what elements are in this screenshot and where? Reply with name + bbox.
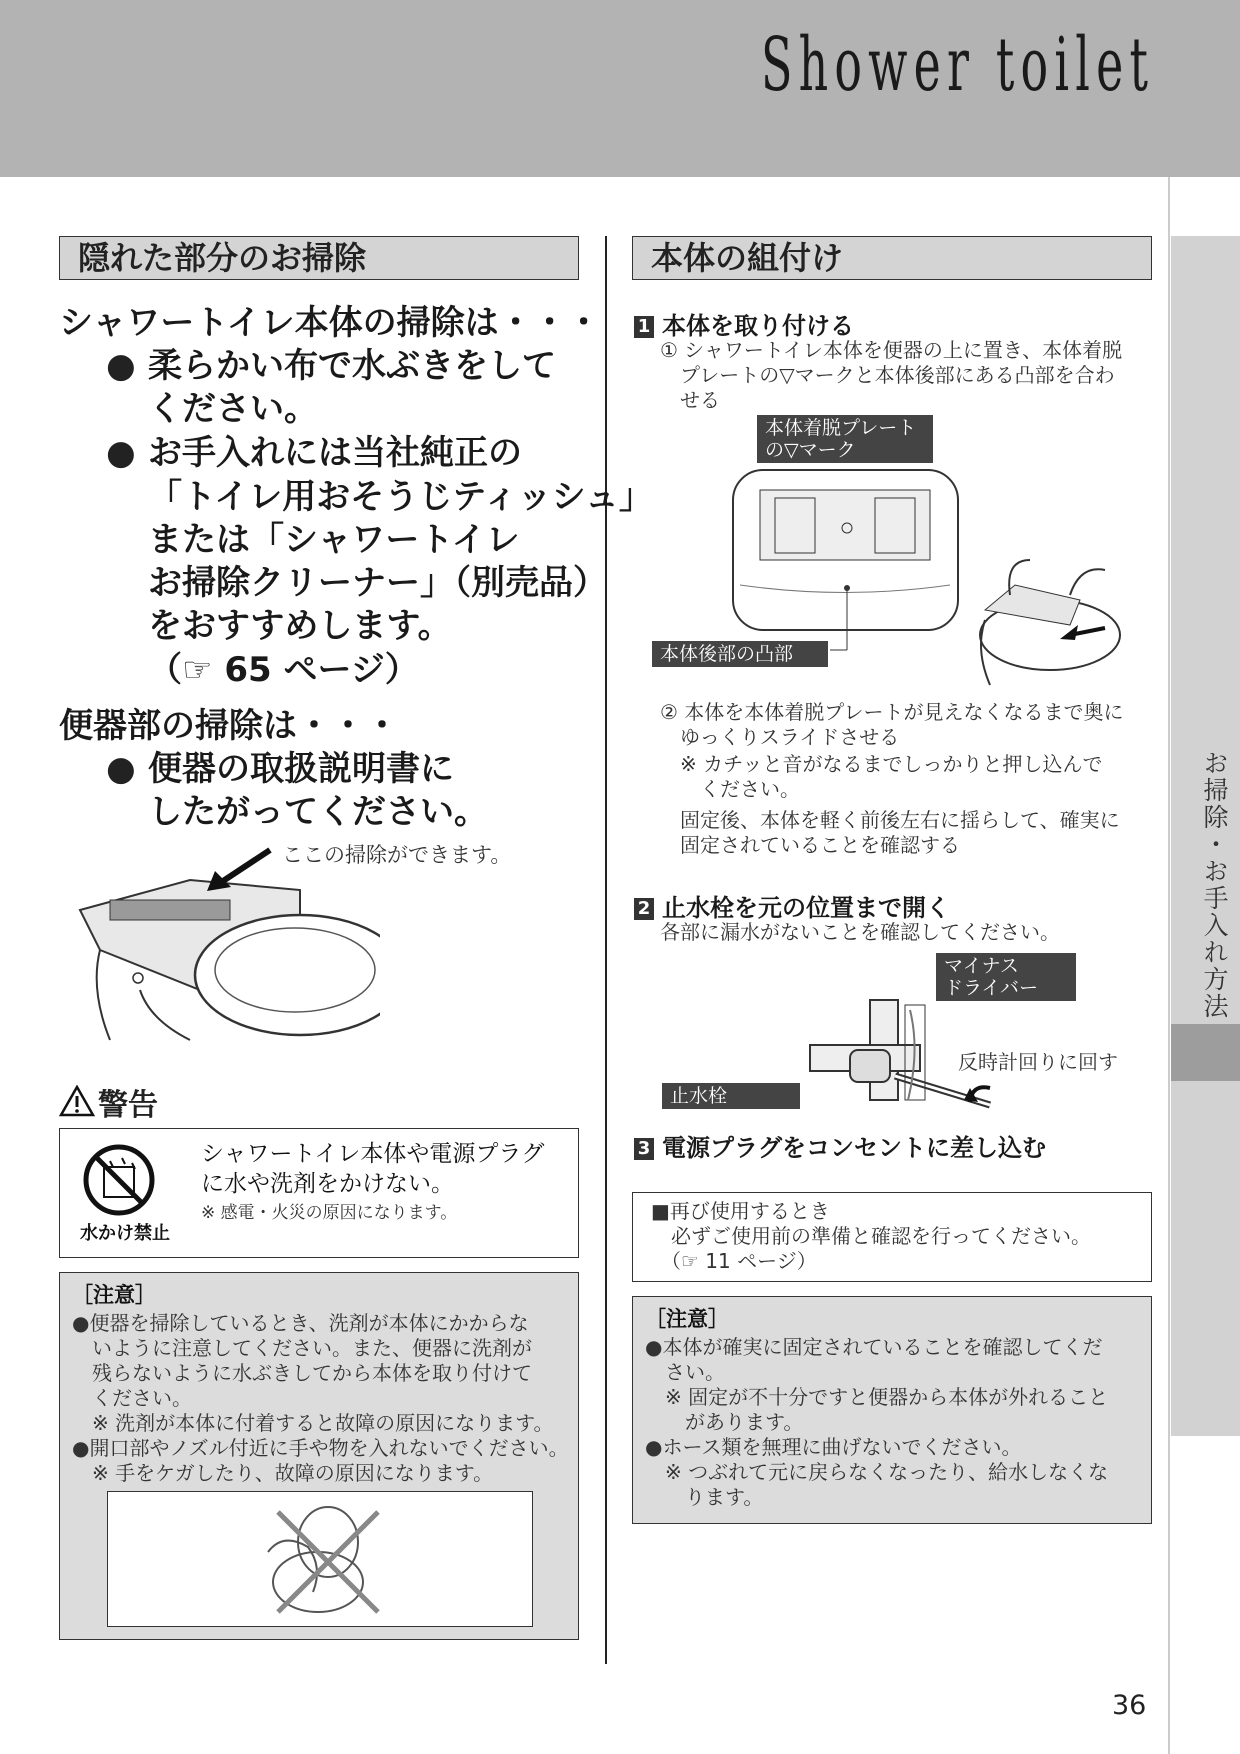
chapter-tab-label: お掃除・お手入れ方法 bbox=[1200, 750, 1229, 1020]
caution-line: ※ 固定が不十分ですと便器から本体が外れること bbox=[645, 1385, 1109, 1409]
chapter-tab-marker bbox=[1171, 1024, 1240, 1081]
bullet-dot: ● bbox=[106, 433, 136, 473]
callout-driver bbox=[936, 953, 1076, 1001]
page-header bbox=[0, 0, 1240, 177]
caution-title: ［注意］ bbox=[72, 1283, 156, 1307]
page-number: 36 bbox=[1112, 1690, 1147, 1721]
bullet3-line1: 便器の取扱説明書に bbox=[148, 749, 454, 789]
callout-mark-line1: 本体着脱プレート bbox=[765, 417, 917, 439]
arrow-icon bbox=[205, 845, 275, 895]
left-intro: シャワートイレ本体の掃除は・・・ bbox=[59, 303, 601, 343]
bullet-dot: ● bbox=[106, 346, 136, 386]
callout-mark-line2: の▽マーク bbox=[765, 439, 856, 461]
step1-heading bbox=[634, 306, 854, 341]
warning-text-line2: に水や洗剤をかけない。 bbox=[201, 1171, 454, 1197]
bullet2-line2: 「トイレ用おそうじティッシュ」 bbox=[148, 477, 653, 517]
step2-text: 各部に漏水がないことを確認してください。 bbox=[660, 920, 1060, 944]
bullet2-line6: （☞ 65 ページ） bbox=[148, 650, 419, 690]
callout-valve: 止水栓 bbox=[662, 1083, 800, 1109]
caution-box-right bbox=[632, 1296, 1152, 1524]
caution-line: 残らないように水ぶきしてから本体を取り付けて bbox=[72, 1361, 532, 1385]
step3-title: 電源プラグをコンセントに差し込む bbox=[662, 1134, 1046, 1162]
reuse-line3: （☞ 11 ページ） bbox=[651, 1249, 817, 1273]
reuse-line2: 必ずご使用前の準備と確認を行ってください。 bbox=[651, 1224, 1091, 1248]
step1-title: 本体を取り付ける bbox=[662, 312, 854, 340]
warning-box bbox=[59, 1128, 579, 1258]
bullet2-line5: をおすすめします。 bbox=[148, 606, 452, 646]
caution-figure bbox=[107, 1491, 533, 1627]
left-section-title: 隠れた部分のお掃除 bbox=[59, 236, 579, 280]
step-number-badge: 3 bbox=[634, 1138, 654, 1160]
warning-text-line1: シャワートイレ本体や電源プラグ bbox=[201, 1141, 545, 1167]
no-water-icon-label: 水かけ禁止 bbox=[80, 1223, 170, 1244]
warning-title: 警告 bbox=[98, 1088, 158, 1123]
caution-line: ※ つぶれて元に戻らなくなったり、給水しなくな bbox=[645, 1460, 1109, 1484]
step2-heading bbox=[634, 888, 950, 923]
reuse-box bbox=[632, 1192, 1152, 1282]
brand-title: Shower toilet bbox=[760, 22, 1154, 108]
callout-driver-line2: ドライバー bbox=[944, 977, 1039, 999]
left-intro2: 便器部の掃除は・・・ bbox=[59, 706, 399, 746]
bullet2-line3: または「シャワートイレ bbox=[148, 520, 520, 560]
step1-sub2-line1: ② 本体を本体着脱プレートが見えなくなるまで奥に bbox=[660, 700, 1124, 724]
caution-line: ります。 bbox=[645, 1485, 764, 1509]
caution-line: さい。 bbox=[645, 1360, 725, 1384]
step1-sub2-line6: 固定されていることを確認する bbox=[660, 833, 960, 857]
step1-sub2-line4: ください。 bbox=[660, 777, 800, 801]
step1-sub2-line2: ゆっくりスライドさせる bbox=[660, 725, 900, 749]
caution-line: ●ホース類を無理に曲げないでください。 bbox=[645, 1435, 1022, 1459]
hand-near-nozzle-illustration bbox=[108, 1492, 532, 1626]
caution-line: ●開口部やノズル付近に手や物を入れないでください。 bbox=[72, 1436, 569, 1460]
caution-line: ※ 洗剤が本体に付着すると故障の原因になります。 bbox=[72, 1411, 554, 1435]
caution-line: いように注意してください。また、便器に洗剤が bbox=[72, 1336, 532, 1360]
bullet2-line4: お掃除クリーナー」（別売品） bbox=[148, 563, 607, 603]
step1-sub1-line2: プレートの▽マークと本体後部にある凸部を合わ bbox=[660, 363, 1115, 387]
right-section-title: 本体の組付け bbox=[632, 236, 1152, 280]
callout-turn: 反時計回りに回す bbox=[958, 1050, 1118, 1074]
caution-line: ください。 bbox=[72, 1386, 192, 1410]
caution-line: があります。 bbox=[645, 1410, 804, 1434]
caution-line: ※ 手をケガしたり、故障の原因になります。 bbox=[72, 1461, 494, 1485]
step-number-badge: 1 bbox=[634, 316, 654, 338]
caution-line: ●本体が確実に固定されていることを確認してくだ bbox=[645, 1335, 1103, 1359]
warning-note: ※ 感電・火災の原因になります。 bbox=[201, 1203, 458, 1223]
bullet-dot: ● bbox=[106, 749, 136, 789]
step-number-badge: 2 bbox=[634, 898, 654, 920]
reuse-line1: ■再び使用するとき bbox=[651, 1199, 830, 1223]
sidetab-rule bbox=[1168, 177, 1170, 1754]
column-divider bbox=[605, 236, 607, 1664]
step3-heading bbox=[634, 1128, 1046, 1163]
no-water-icon bbox=[82, 1143, 156, 1217]
step1-sub2-line5: 固定後、本体を軽く前後左右に揺らして、確実に bbox=[660, 808, 1120, 832]
bullet3-line2: したがってください。 bbox=[148, 792, 488, 832]
caution-box-left bbox=[59, 1272, 579, 1640]
step2-title: 止水栓を元の位置まで開く bbox=[662, 894, 950, 922]
warning-triangle-icon bbox=[59, 1085, 95, 1117]
callout-driver-line1: マイナス bbox=[944, 955, 1019, 977]
bullet1-line1: 柔らかい布で水ぶきをして bbox=[148, 346, 556, 386]
bullet1-line2: ください。 bbox=[148, 389, 318, 429]
figure-label: ここの掃除ができます。 bbox=[282, 843, 512, 867]
bullet2-line1: お手入れには当社純正の bbox=[148, 433, 522, 473]
caution-line: ●便器を掃除しているとき、洗剤が本体にかからな bbox=[72, 1311, 529, 1335]
counterclockwise-arrow-icon bbox=[964, 1078, 998, 1106]
caution-title: ［注意］ bbox=[645, 1307, 729, 1331]
step1-sub1-line1: ① シャワートイレ本体を便器の上に置き、本体着脱 bbox=[660, 338, 1123, 362]
callout-mark bbox=[757, 415, 933, 463]
step1-sub1-line3: せる bbox=[660, 388, 720, 412]
callout-bump: 本体後部の凸部 bbox=[652, 641, 828, 667]
step1-sub2-line3: ※ カチッと音がなるまでしっかりと押し込んで bbox=[660, 752, 1103, 776]
